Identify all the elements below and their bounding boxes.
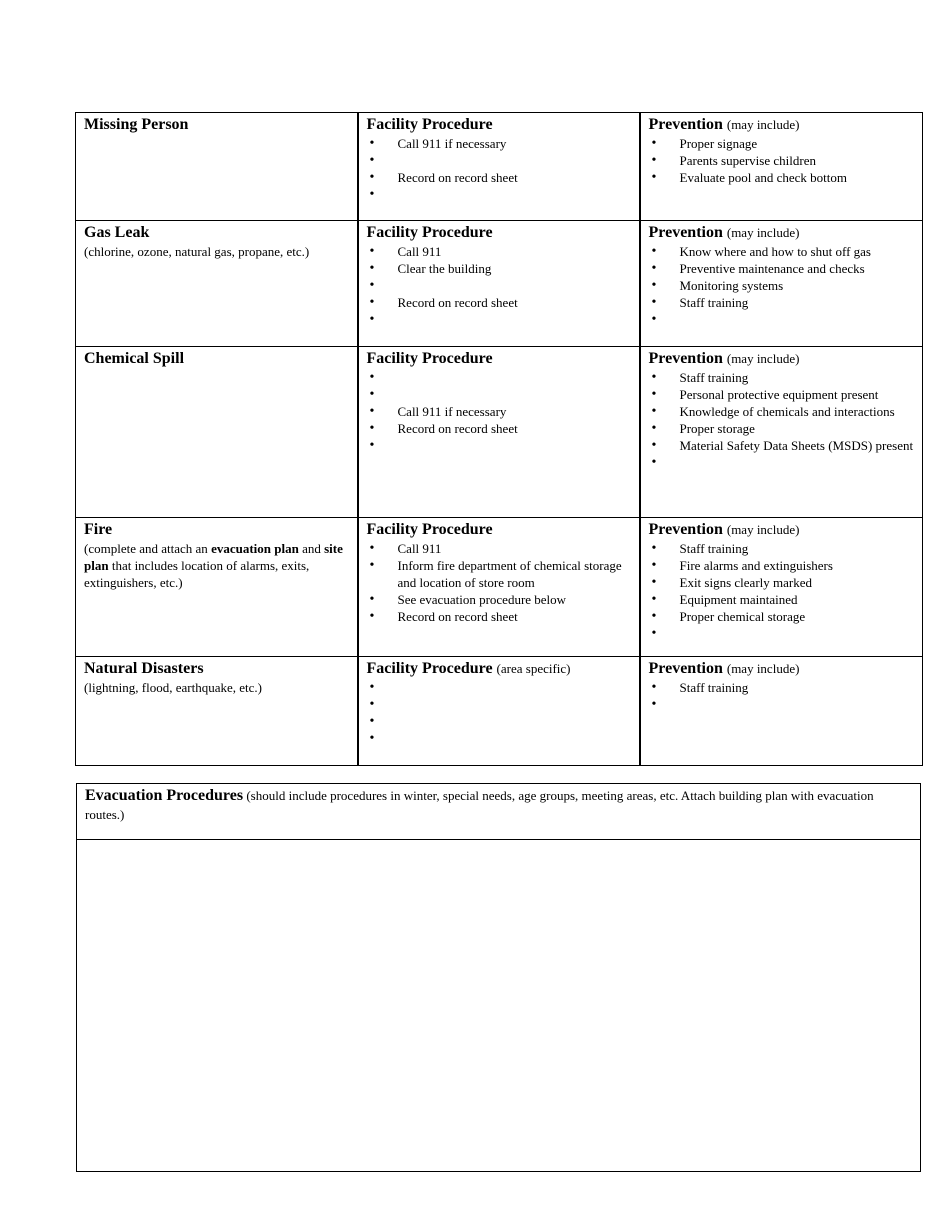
list-item: • Exit signs clearly marked <box>649 574 915 591</box>
desc-text: (complete and attach an <box>84 541 212 556</box>
list-item: • Record on record sheet <box>367 169 631 186</box>
prevention-cell <box>640 221 923 347</box>
desc-text: and <box>298 541 325 556</box>
prevention-note: (may include) <box>726 225 800 240</box>
list-item <box>367 679 631 696</box>
procedure-heading <box>367 659 631 679</box>
list-item: • Proper signage <box>649 135 915 152</box>
procedure-list <box>367 369 631 454</box>
list-item <box>649 454 915 471</box>
procedure-cell <box>358 347 640 518</box>
list-item: • Record on record sheet <box>367 294 631 311</box>
table-row <box>76 347 923 518</box>
procedure-list <box>367 135 631 203</box>
desc-text: that includes location of alarms, exits, extinguishers, etc.) <box>84 558 310 590</box>
prevention-cell <box>640 113 923 221</box>
hazard-description: (chlorine, ozone, natural gas, propane, etc.) <box>84 244 310 259</box>
list-item: • Fire alarms and extinguishers <box>649 557 915 574</box>
procedure-cell <box>358 113 640 221</box>
prevention-title: Prevention <box>648 350 723 367</box>
list-item <box>367 186 631 203</box>
hazard-description: (lightning, flood, earthquake, etc.) <box>84 680 262 695</box>
list-item: • Evaluate pool and check bottom <box>649 169 915 186</box>
prevention-title: Prevention <box>648 521 723 538</box>
desc-bold-evacuation-plan: evacuation plan <box>211 541 299 556</box>
list-item: • Monitoring systems <box>649 277 915 294</box>
prevention-cell <box>640 657 923 766</box>
procedure-heading <box>367 349 631 369</box>
list-item <box>367 437 631 454</box>
list-item <box>367 696 631 713</box>
prevention-note: (may include) <box>726 351 800 366</box>
prevention-note: (may include) <box>726 661 800 676</box>
hazard-title: Natural Disasters <box>84 660 204 677</box>
list-item: • Inform fire department of chemical storage and location of store room <box>367 557 631 591</box>
list-item: • Staff training <box>649 540 915 557</box>
list-item: • Call 911 if necessary <box>367 403 631 420</box>
list-item <box>367 152 631 169</box>
list-item: • Preventive maintenance and checks <box>649 260 915 277</box>
procedure-cell <box>358 657 640 766</box>
list-item <box>367 311 631 328</box>
prevention-list <box>649 540 915 642</box>
list-item: • Material Safety Data Sheets (MSDS) present <box>649 437 915 454</box>
procedure-title: Facility Procedure <box>366 521 493 538</box>
hazard-description <box>84 540 349 591</box>
evacuation-header <box>77 784 920 840</box>
table-row <box>76 518 923 657</box>
list-item <box>367 713 631 730</box>
list-item: • Record on record sheet <box>367 420 631 437</box>
list-item: • Call 911 <box>367 540 631 557</box>
procedure-title: Facility Procedure <box>366 350 493 367</box>
prevention-note: (may include) <box>726 522 800 537</box>
prevention-title: Prevention <box>648 116 723 133</box>
list-item: • Staff training <box>649 679 915 696</box>
list-item: • Knowledge of chemicals and interactions <box>649 403 915 420</box>
list-item <box>649 311 915 328</box>
procedure-cell <box>358 518 640 657</box>
prevention-heading <box>649 223 915 243</box>
prevention-heading <box>649 659 915 679</box>
prevention-list <box>649 243 915 328</box>
list-item: • See evacuation procedure below <box>367 591 631 608</box>
prevention-title: Prevention <box>648 224 723 241</box>
hazard-title: Chemical Spill <box>84 350 185 367</box>
prevention-heading <box>649 115 915 135</box>
procedure-title: Facility Procedure <box>366 660 493 677</box>
evacuation-note: (should include procedures in winter, special needs, age groups, meeting areas, etc. Attach building plan with evacuation routes.) <box>85 788 874 822</box>
hazard-title: Fire <box>84 521 113 538</box>
procedure-title: Facility Procedure <box>366 116 493 133</box>
procedure-heading <box>367 223 631 243</box>
list-item: • Equipment maintained <box>649 591 915 608</box>
list-item: • Staff training <box>649 369 915 386</box>
hazard-cell <box>76 657 358 766</box>
table-row <box>76 657 923 766</box>
procedure-list <box>367 243 631 328</box>
table-row <box>76 113 923 221</box>
evacuation-title: Evacuation Procedures <box>85 787 244 804</box>
hazard-cell <box>76 221 358 347</box>
list-item <box>649 625 915 642</box>
list-item: • Know where and how to shut off gas <box>649 243 915 260</box>
list-item: • Clear the building <box>367 260 631 277</box>
list-item: • Proper chemical storage <box>649 608 915 625</box>
procedure-heading <box>367 115 631 135</box>
table-row <box>76 221 923 347</box>
prevention-cell <box>640 347 923 518</box>
desc-bold-site-plan: site plan <box>84 541 343 573</box>
prevention-list <box>649 679 915 713</box>
emergency-procedures-table <box>75 112 923 766</box>
list-item: • Call 911 <box>367 243 631 260</box>
prevention-heading <box>649 349 915 369</box>
prevention-list <box>649 369 915 471</box>
procedure-heading <box>367 520 631 540</box>
hazard-cell <box>76 518 358 657</box>
hazard-cell <box>76 113 358 221</box>
hazard-title: Gas Leak <box>84 224 150 241</box>
procedure-note: (area specific) <box>496 661 571 676</box>
hazard-cell <box>76 347 358 518</box>
prevention-note: (may include) <box>726 117 800 132</box>
list-item <box>367 386 631 403</box>
list-item: • Personal protective equipment present <box>649 386 915 403</box>
prevention-cell <box>640 518 923 657</box>
list-item: • Proper storage <box>649 420 915 437</box>
evacuation-procedures-box <box>76 783 921 1172</box>
evacuation-writing-area[interactable] <box>77 840 920 1171</box>
list-item <box>649 696 915 713</box>
list-item: • Parents supervise children <box>649 152 915 169</box>
list-item: • Staff training <box>649 294 915 311</box>
prevention-title: Prevention <box>648 660 723 677</box>
list-item: • Call 911 if necessary <box>367 135 631 152</box>
hazard-title: Missing Person <box>84 116 189 133</box>
procedure-list <box>367 540 631 625</box>
procedure-cell <box>358 221 640 347</box>
procedure-list <box>367 679 631 747</box>
prevention-list <box>649 135 915 186</box>
list-item: • Record on record sheet <box>367 608 631 625</box>
list-item <box>367 730 631 747</box>
list-item <box>367 369 631 386</box>
prevention-heading <box>649 520 915 540</box>
procedure-title: Facility Procedure <box>366 224 493 241</box>
list-item <box>367 277 631 294</box>
